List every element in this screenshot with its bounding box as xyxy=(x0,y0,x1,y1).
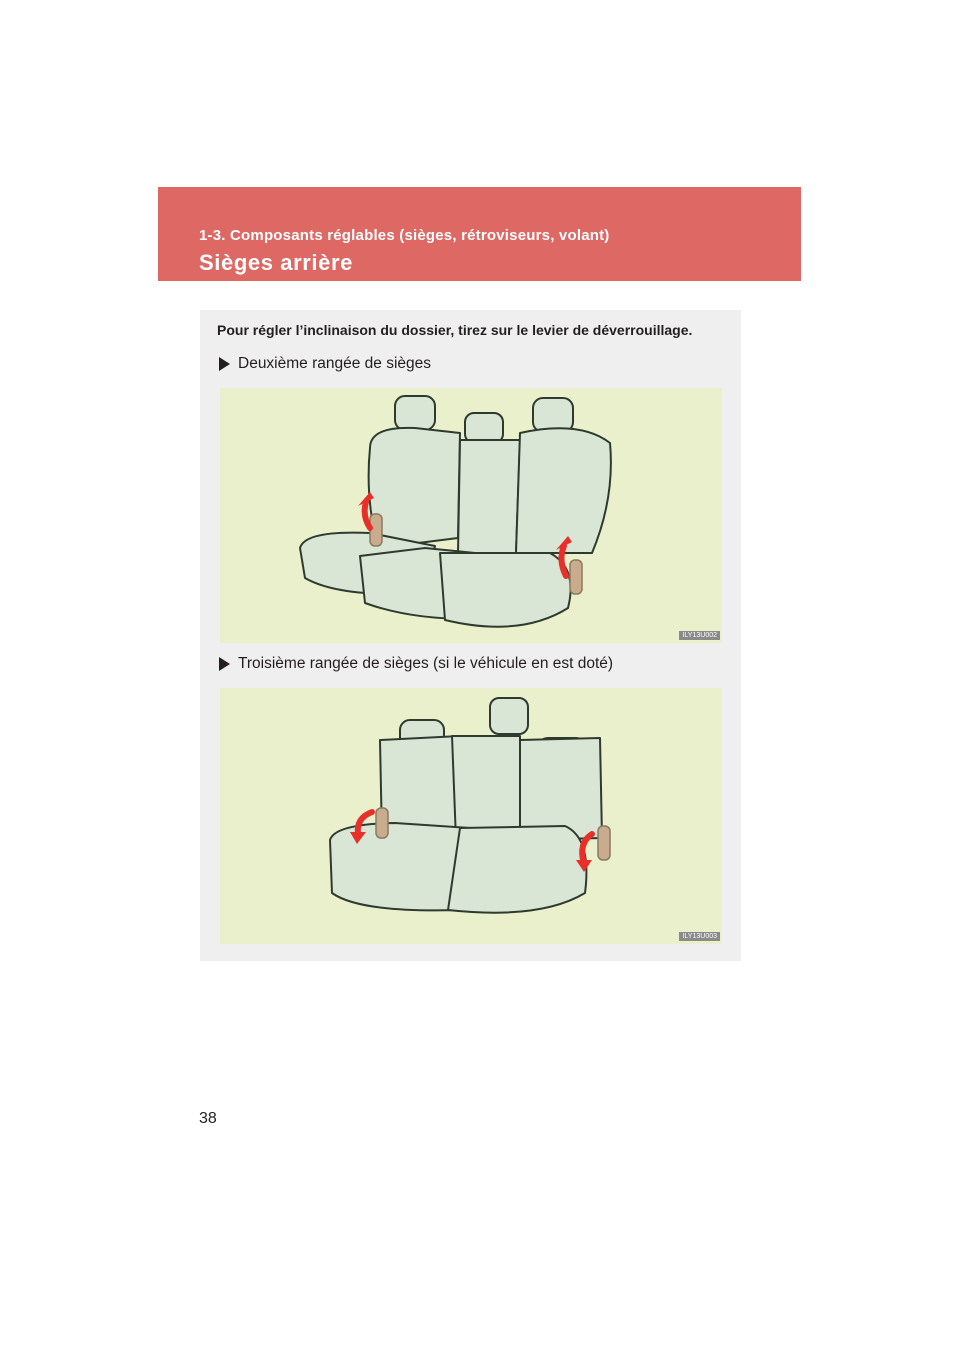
triangle-bullet-icon xyxy=(219,357,230,371)
bullet-second-row-label: Deuxième rangée de sièges xyxy=(238,355,432,372)
second-row-seats-illustration xyxy=(220,388,722,643)
backrest-center xyxy=(452,736,520,840)
bullet-third-row xyxy=(219,655,613,673)
third-row-seats-illustration xyxy=(220,688,722,944)
arrow-right-up xyxy=(561,546,566,576)
arrow-right-down xyxy=(582,834,592,864)
backrest-center xyxy=(458,440,520,553)
page-title: Sièges arrière xyxy=(199,250,353,275)
figure-code: ILY13U003 xyxy=(679,932,720,941)
headrest-center xyxy=(490,698,528,734)
intro-text: Pour régler l’inclinaison du dossier, tirez sur le levier de déverrouillage. xyxy=(217,322,693,338)
release-lever-left xyxy=(376,808,388,838)
section-label: 1-3. Composants réglables (sièges, rétroviseurs, volant) xyxy=(199,227,610,244)
arrow-left-up xyxy=(365,502,370,528)
release-lever-right xyxy=(598,826,610,860)
headrest-left xyxy=(395,396,435,430)
cushion-right xyxy=(448,826,586,913)
triangle-bullet-icon xyxy=(219,657,230,671)
page-number: 38 xyxy=(199,1110,217,1127)
second-row-seats-drawing xyxy=(220,388,722,643)
backrest-right xyxy=(520,738,602,840)
bullet-second-row xyxy=(219,355,431,373)
bullet-third-row-label: Troisième rangée de sièges (si le véhicule en est doté) xyxy=(238,655,614,672)
cushion-right xyxy=(440,553,571,627)
third-row-seats-drawing xyxy=(220,688,722,944)
headrest-center xyxy=(465,413,503,443)
headrest-right xyxy=(533,398,573,432)
release-lever-right xyxy=(570,560,582,594)
figure-code: ILY13U002 xyxy=(679,631,720,640)
backrest-right xyxy=(516,428,611,553)
